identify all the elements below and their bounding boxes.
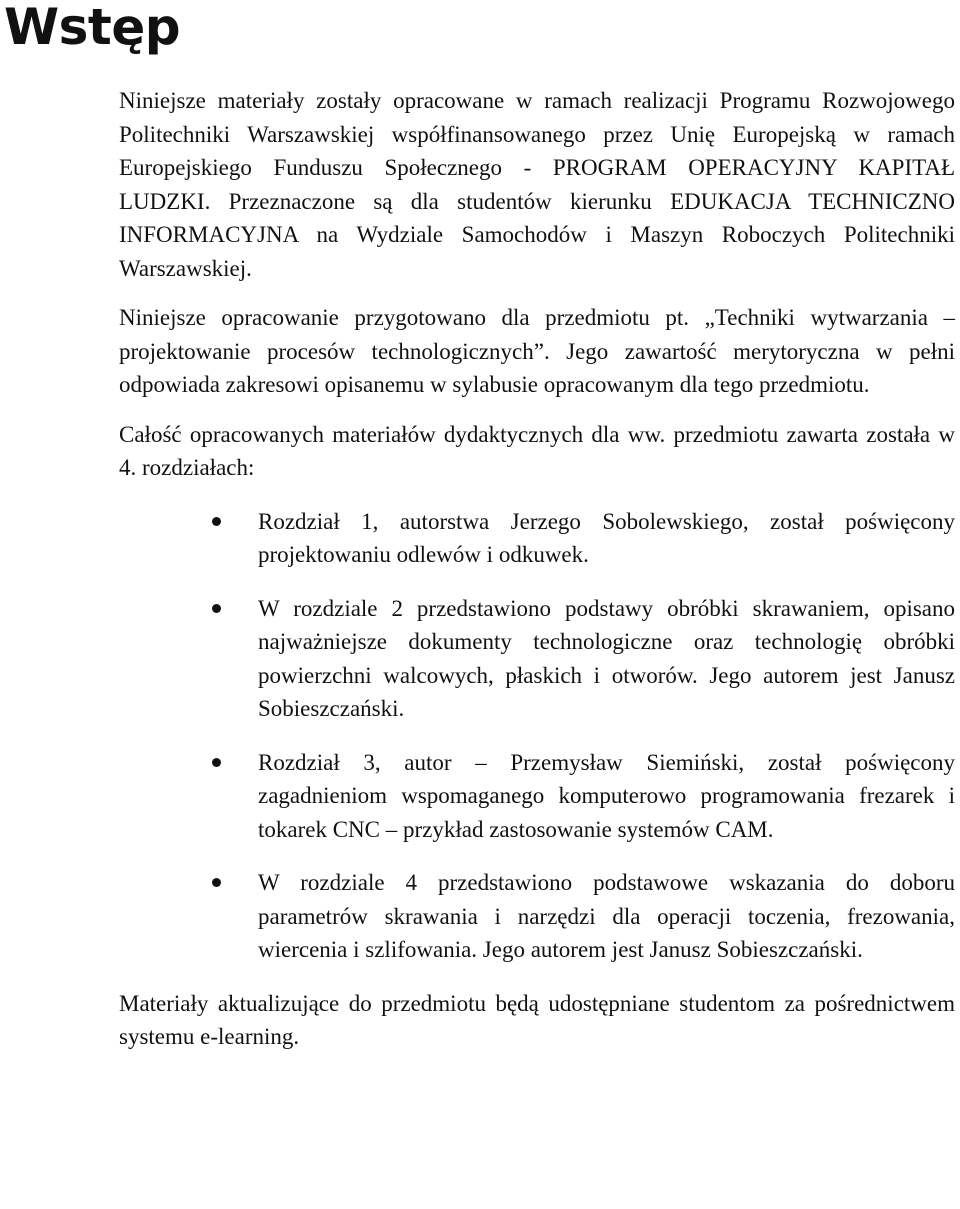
chapters-intro-paragraph: Całość opracowanych materiałów dydaktycznych dla ww. przedmiotu zawarta została w 4. rozdziałach: [119, 421, 955, 480]
bullet-icon [212, 604, 221, 613]
bullet-icon [212, 517, 221, 526]
list-item [119, 505, 955, 572]
bullet-icon [212, 758, 221, 767]
subject-paragraph: Niniejsze opracowanie przygotowano dla przedmiotu pt. „Techniki wytwarzania – projektowanie procesów technologicznych”. Jego zawartość merytoryczna w pełni odpowiada zakresowi opisanemu w sylabusie opracowanym dla tego przedmiotu. [119, 305, 955, 397]
page-title: Wstęp [4, 0, 181, 56]
chapter-3-text: Rozdział 3, autor – Przemysław Siemiński, został poświęcony zagadnieniom wspomaganego komputerowo programowania frezarek i tokarek CNC – przykład zastosowanie systemów CAM. [258, 749, 955, 842]
bullet-icon [212, 878, 221, 887]
chapter-2-text: W rozdziale 2 przedstawiono podstawy obróbki skrawaniem, opisano najważniejsze dokumenty technologiczne oraz technologię obróbki powierzchni walcowych, płaskich i otworów. Jego autorem jest Janusz Sobieszczański. [258, 595, 955, 721]
list-item [119, 866, 955, 967]
chapter-list [119, 505, 955, 967]
closing-paragraph: Materiały aktualizujące do przedmiotu będą udostępniane studentom za pośrednictwem systemu e-learning. [119, 990, 955, 1049]
chapter-1-text: Rozdział 1, autorstwa Jerzego Sobolewskiego, został poświęcony projektowaniu odlewów i odkuwek. [258, 508, 955, 567]
intro-paragraph: Niniejsze materiały zostały opracowane w ramach realizacji Programu Rozwojowego Politechniki Warszawskiej współfinansowanego przez Unię Europejską w ramach Europejskiego Funduszu Społecznego - PROGRAM OPERACYJNY KAPITAŁ LUDZKI. Przeznaczone są dla studentów kierunku EDUKACJA TECHNICZNO INFORMACYJNA na Wydziale Samochodów i Maszyn Roboczych Politechniki Warszawskiej. [119, 88, 955, 281]
list-item [119, 592, 955, 726]
chapter-4-text: W rozdziale 4 przedstawiono podstawowe wskazania do doboru parametrów skrawania i narzędzi dla operacji toczenia, frezowania, wiercenia i szlifowania. Jego autorem jest Janusz Sobieszczański. [258, 870, 955, 962]
list-item [119, 746, 955, 847]
document-body [119, 84, 955, 1054]
